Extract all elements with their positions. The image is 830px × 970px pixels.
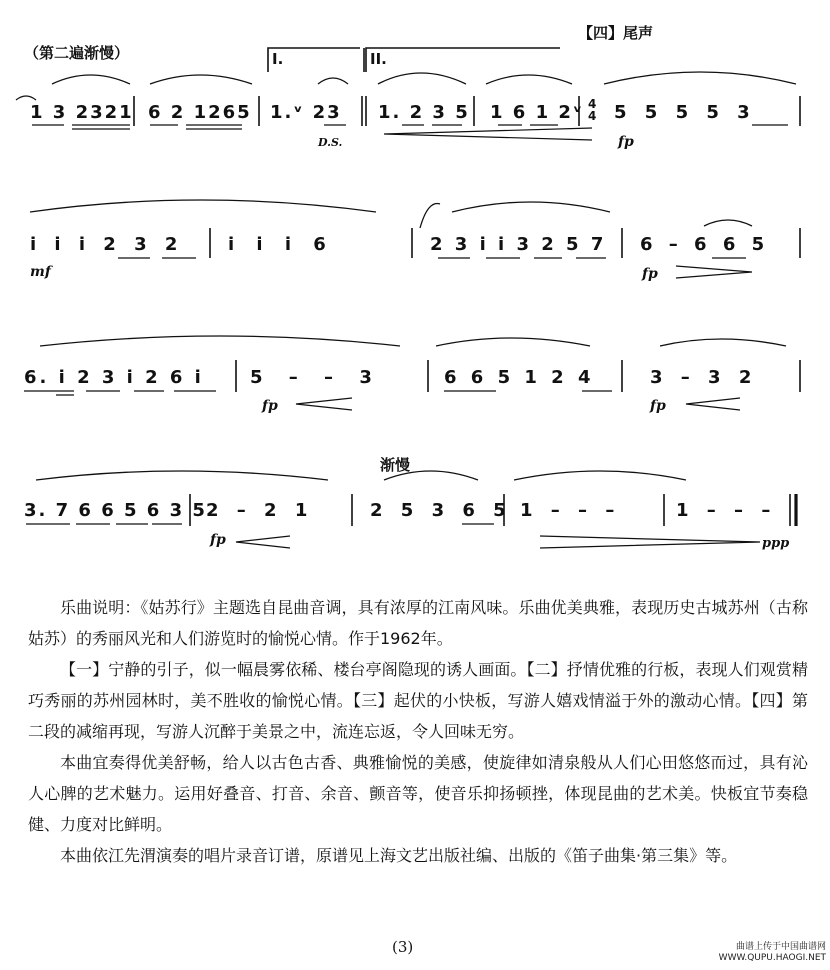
dynamic-fp-row3b: fp	[650, 398, 666, 414]
piece-description	[28, 592, 808, 871]
measure-3-3: 6 6 5 1 2 4	[444, 367, 595, 388]
measure-1-5: 1 6 1 2ᵛ	[490, 102, 584, 123]
measure-1-3: 1.ᵛ 23	[270, 102, 342, 123]
measure-4-4: 1 – – –	[520, 500, 621, 521]
measure-1-4: 1. 2 3 5	[378, 102, 470, 123]
description-paragraph-2: 【一】宁静的引子，似一幅晨雾依稀、楼台亭阁隐现的诱人画面。【二】抒情优雅的行板，表现人们观赏精巧秀丽的苏州园林时，美不胜收的愉悦心情。【三】起伏的小快板，写游人嬉戏情溢于外的激动心情。【四】第二段的减缩再现，写游人沉醉于美景之中，流连忘返，令人回味无穷。	[28, 660, 808, 741]
volta-second-ending: II.	[370, 50, 387, 68]
watermark-line-2: WWW.QUPU.HAOGI.NET	[718, 953, 826, 963]
dynamic-fp-row4: fp	[210, 532, 226, 548]
measure-4-2: 2 – 2 1	[206, 500, 314, 521]
measure-2-3: 2 3 i i 3 2 5 7	[430, 234, 607, 255]
dynamic-fp-row3a: fp	[262, 398, 278, 414]
measure-1-2: 6 2 1265	[148, 102, 252, 123]
dynamic-mf: mf	[30, 264, 51, 280]
description-paragraph-3: 本曲宜奏得优美舒畅，给人以古色古香、典雅愉悦的美感，使旋律如清泉般从人们心田悠悠而过，具有沁人心脾的艺术魅力。运用好叠音、打音、余音、颤音等，使音乐抑扬顿挫，体现昆曲的艺术美。快板宜节奏稳健、力度对比鲜明。	[28, 753, 808, 834]
time-signature-bottom: 4	[588, 109, 597, 123]
watermark-line-1: 曲谱上传于中国曲谱网	[735, 942, 826, 952]
measure-3-1: 6. i 2 3 i 2 6 i	[24, 367, 204, 388]
measure-1-6: 5 5 5 5 3	[614, 102, 756, 123]
dynamic-fp-row2: fp	[642, 266, 658, 282]
description-paragraph-1: 乐曲说明：《姑苏行》主题选自昆曲音调，具有浓厚的江南风味。乐曲优美典雅，表现历史古城苏州（古称姑苏）的秀丽风光和人们游览时的愉悦心情。作于1962年。	[28, 598, 808, 648]
tempo-marking-top: （第二遍渐慢）	[24, 44, 130, 62]
measure-4-1: 3. 7 6 6 5 6 3 5	[24, 500, 207, 521]
description-paragraph-4: 本曲依江先渭演奏的唱片录音订谱，原谱见上海文艺出版社编、出版的《笛子曲集·第三集》等。	[60, 846, 738, 865]
volta-first-ending: I.	[272, 50, 284, 68]
time-signature	[588, 98, 596, 122]
page-number: (3)	[392, 938, 414, 956]
measure-4-3: 2 5 3 6 5	[370, 500, 512, 521]
measure-2-1: i i i 2 3 2	[30, 234, 184, 255]
tempo-marking-ritardando: 渐慢	[380, 456, 411, 474]
site-watermark	[698, 942, 826, 966]
dynamic-fp-row1: fp	[618, 134, 634, 150]
measure-2-4: 6 – 6 6 5	[640, 234, 770, 255]
measure-2-2: i i i 6	[228, 234, 334, 255]
measure-3-4: 3 – 3 2	[650, 367, 758, 388]
dal-segno-marking: D.S.	[318, 136, 343, 149]
measure-3-2: 5 – – 3	[250, 367, 382, 388]
measure-1-1: 1 3 2321	[30, 102, 134, 123]
time-signature-top: 4	[588, 97, 597, 111]
section-four-heading: 【四】尾声	[578, 24, 654, 42]
measure-4-5: 1 – – –	[676, 500, 777, 521]
dynamic-ppp: ppp	[762, 536, 790, 551]
